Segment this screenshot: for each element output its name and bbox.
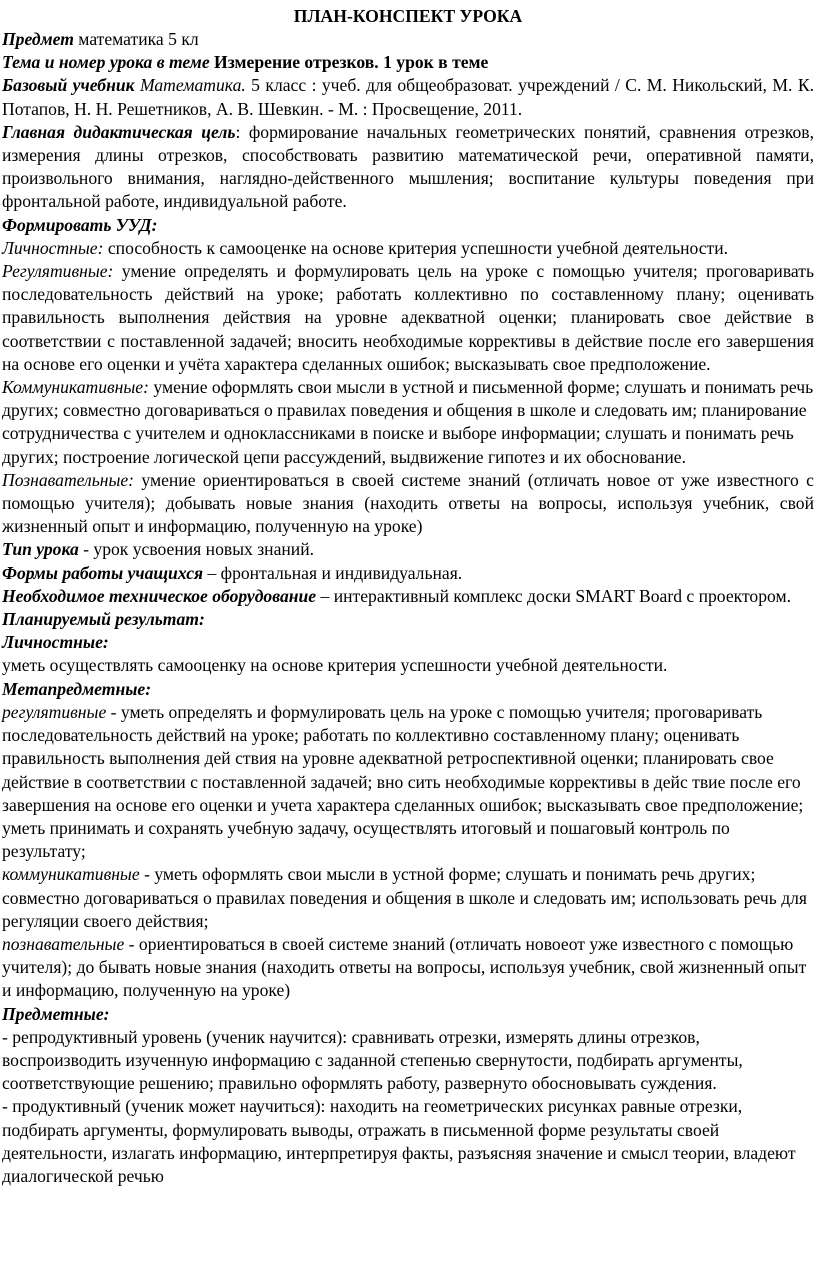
textbook-paragraph bbox=[2, 74, 814, 120]
results-meta-heading: Метапредметные: bbox=[2, 678, 152, 699]
work-forms-line bbox=[2, 562, 814, 585]
equipment-line bbox=[2, 585, 814, 608]
uud-personal-text: способность к самооценке на основе критерия успешности учебной деятельности. bbox=[103, 237, 729, 258]
uud-communicative bbox=[2, 376, 814, 469]
lesson-type-line bbox=[2, 538, 814, 561]
results-communicative-text: - уметь оформлять свои мысли в устной форме; слушать и понимать речь других; совместно договариваться о правилах поведения и общения в школе и следовать им; использовать речь для регуляции своего действия; bbox=[2, 864, 808, 931]
uud-regulative bbox=[2, 260, 814, 376]
uud-communicative-text: умение оформлять свои мысли в устной и письменной форме; слушать и понимать речь других; совместно договариваться о правилах поведения и общения в школе и следовать им; планирование сотрудничества с учителем и одноклассниками в поиске и выборе информации; слушать и понимать речь других; построение логической цепи рассуждений, выдвижение гипотез и их обоснование. bbox=[2, 377, 814, 467]
work-forms-text: – фронтальная и индивидуальная. bbox=[203, 562, 463, 583]
goal-text: : формирование начальных геометрических понятий, сравнения отрезков, измерения длины отрезков, способствовать развитию математической речи, оперативной памяти, произвольного внимания, наглядно-действенного мышления; воспитание культуры поведения при фронтальной работе, индивидуальной работе. bbox=[2, 121, 814, 212]
textbook-title: Математика. bbox=[134, 75, 246, 96]
results-regulative-label: регулятивные bbox=[2, 701, 107, 722]
uud-cognitive-label: Познавательные: bbox=[2, 469, 135, 490]
equipment-text: – интерактивный комплекс доски SMART Board с проектором. bbox=[316, 585, 791, 606]
results-subject-heading: Предметные: bbox=[2, 1003, 110, 1024]
goal-label: Главная дидактическая цель bbox=[2, 121, 236, 142]
equipment-label: Необходимое техническое оборудование bbox=[2, 585, 317, 606]
results-personal-text: уметь осуществлять самооценку на основе критерия успешности учебной деятельности. bbox=[2, 655, 668, 676]
results-productive: - продуктивный (ученик может научиться): находить на геометрических рисунках равные отрезки, подбирать аргументы, формулировать выводы, отражать в письменной форме результаты своей деятельности, излагать информацию, интерпретируя факты, разъясняя значение и смысл теории, владеют диалогической речью bbox=[2, 1096, 796, 1186]
results-cognitive-text: - ориентироваться в своей системе знаний (отличать новоеот уже известного с помощью учителя); до бывать новые знания (находить ответы на вопросы, используя учебник, свой жизненный опыт и информацию, полученную на уроке) bbox=[2, 933, 807, 1001]
textbook-details: 5 класс : учеб. для общеобразоват. учреждений / С. М. Никольский, М. К. Потапов, Н. Н. Решетников, А. В. Шевкин. - М. : Просвещение, 2011. bbox=[2, 75, 814, 119]
uud-communicative-label: Коммуникативные: bbox=[2, 377, 149, 398]
results-reproductive: - репродуктивный уровень (ученик научится): сравнивать отрезки, измерять длины отрезков, воспроизводить изученную информацию с заданной степенью свернутости, подбирать аргументы, соответствующие решению; правильно оформлять работу, развернуто обосновывать суждения. bbox=[2, 1026, 743, 1094]
results-cognitive bbox=[2, 933, 814, 1003]
subject-label: Предмет bbox=[2, 29, 74, 49]
uud-cognitive bbox=[2, 469, 814, 539]
results-regulative bbox=[2, 701, 814, 863]
lesson-type-label: Тип урока bbox=[2, 539, 79, 560]
subject-line bbox=[2, 28, 814, 51]
uud-personal-label: Личностные: bbox=[2, 237, 104, 258]
uud-personal bbox=[2, 237, 814, 260]
results-regulative-text: - уметь определять и формулировать цель на уроке с помощью учителя; проговаривать последовательность действий на уроке; работать по коллективно составленному плану; оценивать правильность выполнения дей ствия на уровне адекватной ретроспективной оценки; планировать свое действие в соответствии с поставленной задачей; вно сить необходимые коррективы в дейс твие после его завершения на основе его оценки и учета характера сделанных ошибок; высказывать свое предположение; уметь принимать и сохранять учебную задачу, осуществлять итоговый и пошаговый контроль по результату; bbox=[2, 701, 804, 862]
results-cognitive-label: познавательные bbox=[2, 933, 125, 954]
results-heading: Планируемый результат: bbox=[2, 609, 205, 630]
results-communicative-label: коммуникативные bbox=[2, 864, 140, 885]
textbook-label: Базовый учебник bbox=[2, 75, 135, 96]
uud-heading: Формировать УУД: bbox=[2, 214, 158, 235]
work-forms-label: Формы работы учащихся bbox=[2, 562, 204, 583]
document-title: ПЛАН-КОНСПЕКТ УРОКА bbox=[293, 6, 523, 26]
subject-value: математика 5 кл bbox=[73, 29, 199, 49]
results-personal-heading: Личностные: bbox=[2, 632, 109, 653]
uud-cognitive-text: умение ориентироваться в своей системе знаний (отличать новое от уже известного с помощью учителя); добывать новые знания (находить ответы на вопросы, используя учебник, свой жизненный опыт и информацию, полученную на уроке) bbox=[2, 469, 814, 537]
results-communicative bbox=[2, 863, 814, 933]
goal-paragraph bbox=[2, 121, 814, 214]
uud-regulative-text: умение определять и формулировать цель на уроке с помощью учителя; проговаривать последовательность действий на уроке; работать коллективно по составленному плану; оценивать правильность выполнения действия на уровне адекватной оценки; планировать свое действие в соответствии с поставленной задачей; вносить необходимые коррективы в действие после его завершения на основе его оценки и учёта характера сделанных ошибок; высказывать свое предположение. bbox=[2, 261, 814, 374]
topic-line bbox=[2, 51, 814, 74]
lesson-type-text: - урок усвоения новых знаний. bbox=[78, 539, 315, 560]
uud-regulative-label: Регулятивные: bbox=[2, 261, 114, 282]
topic-label: Тема и номер урока в теме bbox=[2, 52, 210, 73]
topic-value: Измерение отрезков. 1 урок в теме bbox=[209, 52, 489, 73]
